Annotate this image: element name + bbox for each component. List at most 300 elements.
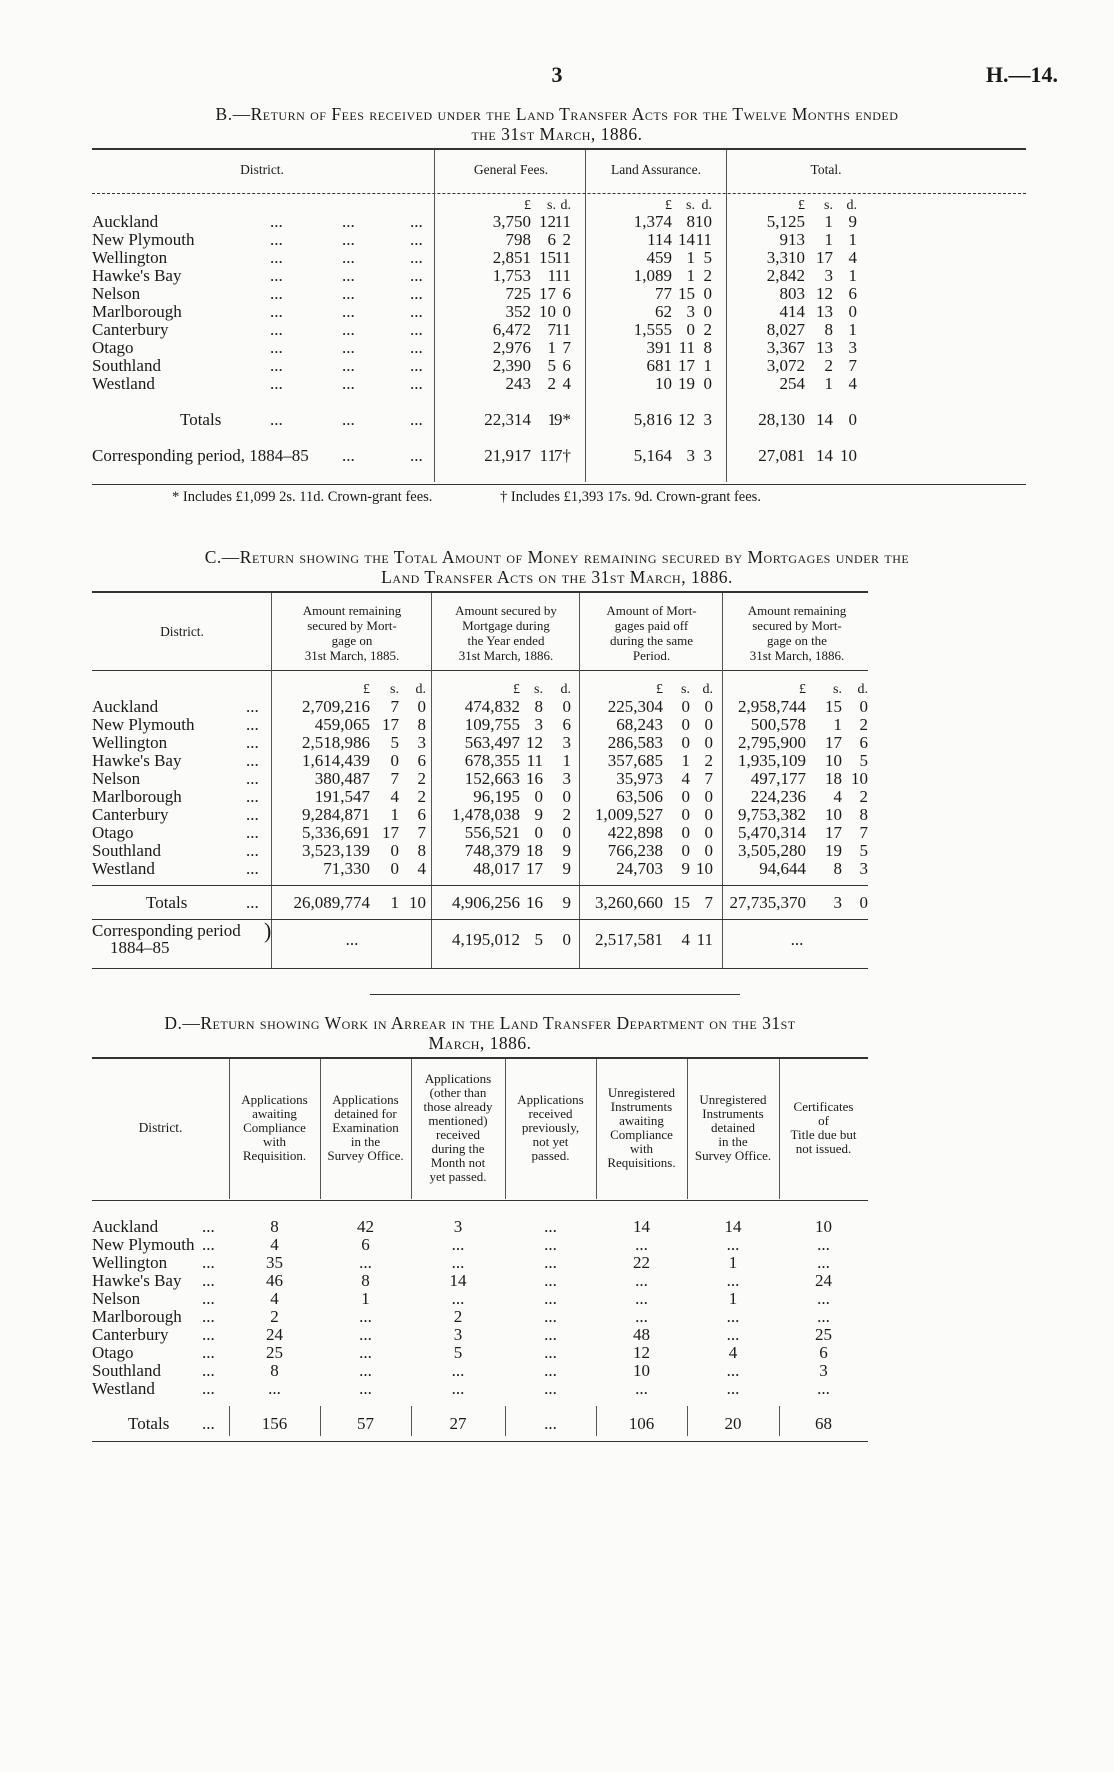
land-assurance-pence: 11	[695, 230, 712, 249]
amount-c4-shillings: 8	[833, 859, 842, 878]
table-d-totals-row	[0, 1414, 1114, 1434]
ditto-leader: ...	[270, 266, 283, 285]
amount-c2-pence: 3	[562, 769, 571, 788]
district-name: Otago	[92, 338, 134, 357]
totals-label: Totals	[146, 893, 188, 912]
count-cell: 46	[266, 1271, 283, 1290]
ditto-leader: ...	[246, 769, 259, 788]
unit-shilling: s.	[824, 198, 833, 213]
general-fees-shillings: 7	[547, 320, 556, 339]
amount-c4-pounds: 5,470,314	[738, 823, 806, 842]
header-line: Requisition.	[242, 1148, 307, 1163]
amount-c3-pounds: 2,517,581	[595, 930, 663, 949]
ditto-leader: ...	[246, 715, 259, 734]
general-fees-shillings: 15	[539, 248, 556, 267]
land-assurance-shillings: 15	[678, 284, 695, 303]
count-cell: 10	[633, 1361, 650, 1380]
amount-c4-shillings: 10	[825, 805, 842, 824]
header-line: previously,	[521, 1120, 580, 1135]
count-cell: 8	[270, 1217, 279, 1236]
amount-c3-shillings: 0	[681, 715, 690, 734]
ditto-leader: ...	[270, 302, 283, 321]
amount-c3-shillings: 0	[681, 733, 690, 752]
table-row	[0, 697, 1114, 717]
general-fees-shillings: 2	[547, 374, 556, 393]
district-name: Marlborough	[92, 302, 182, 321]
amount-c3-pence: 0	[704, 715, 713, 734]
district-name: Westland	[92, 374, 155, 393]
count-cell: ...	[359, 1343, 372, 1362]
ditto-leader: ...	[410, 356, 423, 375]
amount-c1-pounds: 1,614,439	[302, 751, 370, 770]
table-b-title	[90, 104, 1024, 144]
header-line: Applications	[332, 1092, 399, 1107]
district-name: Otago	[92, 1343, 134, 1362]
table-c-totals-rule	[92, 885, 868, 886]
table-row	[0, 715, 1114, 735]
total-pence: 7	[848, 356, 857, 375]
amount-c3-shillings: 0	[681, 823, 690, 842]
total-shillings: 12	[816, 284, 833, 303]
amount-c3-pounds: 68,243	[616, 715, 663, 734]
district-name: Nelson	[92, 769, 141, 788]
amount-c3-shillings: 0	[681, 697, 690, 716]
count-cell: 14	[724, 1217, 742, 1236]
total-pounds: 414	[779, 302, 805, 321]
general-fees-pounds: 352	[505, 302, 531, 321]
unit-pence: d.	[702, 682, 713, 697]
land-assurance-pence: 0	[703, 302, 712, 321]
total-shillings: 1	[824, 212, 833, 231]
count-cell: 106	[628, 1414, 655, 1433]
table-row	[0, 284, 1114, 304]
district-name: Auckland	[92, 1217, 159, 1236]
land-assurance-pence: 8	[703, 338, 712, 357]
ditto-leader: ...	[246, 751, 259, 770]
table-d-header-col	[596, 1086, 687, 1170]
total-pounds: 27,081	[758, 446, 805, 465]
general-fees-shillings: 1	[547, 338, 556, 357]
count-cell: ...	[817, 1289, 830, 1308]
amount-c1-pounds: 2,709,216	[302, 697, 370, 716]
count-cell: ...	[544, 1271, 557, 1290]
ditto-leader: ...	[246, 859, 259, 878]
land-assurance-shillings: 3	[686, 302, 695, 321]
land-assurance-shillings: 19	[678, 374, 695, 393]
table-b-header-land: Land Assurance.	[611, 162, 701, 177]
district-name: Auckland	[92, 697, 159, 716]
count-cell: ...	[817, 1379, 830, 1398]
header-line: Applications	[517, 1092, 584, 1107]
table-d-header-col	[411, 1072, 505, 1184]
amount-c3-pounds: 286,583	[607, 733, 663, 752]
amount-c2-pence: 1	[562, 751, 571, 770]
unit-pence: d.	[701, 198, 712, 213]
count-cell: ...	[451, 1253, 465, 1272]
amount-c3-pence: 0	[704, 787, 713, 806]
amount-c2-pence: 0	[562, 930, 571, 949]
ditto-leader: ...	[410, 410, 423, 429]
amount-c3-shillings: 4	[681, 930, 690, 949]
amount-c2-shillings: 18	[526, 841, 543, 860]
amount-c1-shillings: 7	[390, 769, 399, 788]
district-name: Hawke's Bay	[92, 1271, 182, 1290]
land-assurance-pounds: 1,089	[633, 266, 672, 285]
header-line: not yet	[532, 1134, 569, 1149]
table-row	[0, 266, 1114, 286]
unit-pence: d.	[560, 682, 571, 697]
ditto-leader: ...	[342, 320, 355, 339]
amount-c2-pounds: 678,355	[464, 751, 520, 770]
count-cell: ...	[544, 1325, 557, 1344]
count-cell: ...	[817, 1253, 830, 1272]
total-pence: 9	[848, 212, 857, 231]
table-row	[0, 823, 1114, 843]
count-cell: 42	[357, 1217, 374, 1236]
ditto-leader: ...	[270, 374, 283, 393]
amount-c3-shillings: 0	[681, 787, 690, 806]
count-cell: ...	[635, 1379, 648, 1398]
general-fees-shillings: 10	[539, 302, 556, 321]
district-name: Marlborough	[92, 787, 182, 806]
header-line: 31st March, 1886.	[458, 648, 554, 663]
district-name: Wellington	[92, 733, 168, 752]
total-shillings: 13	[816, 338, 833, 357]
general-fees-pence: 7	[562, 338, 571, 357]
ditto-leader: ...	[410, 284, 423, 303]
unit-pound: £	[799, 682, 806, 697]
table-row	[0, 1289, 1114, 1309]
total-pence: 6	[848, 284, 857, 303]
land-assurance-shillings: 1	[686, 248, 695, 267]
total-shillings: 8	[824, 320, 833, 339]
ditto-leader: ...	[202, 1253, 215, 1272]
amount-c3-pounds: 35,973	[616, 769, 663, 788]
unit-pound: £	[513, 682, 520, 697]
unit-pound: £	[665, 198, 672, 213]
table-row	[0, 841, 1114, 861]
ditto-leader: ...	[410, 320, 423, 339]
land-assurance-pounds: 1,374	[633, 212, 672, 231]
table-d-title	[92, 1013, 868, 1053]
district-name: Otago	[92, 823, 134, 842]
table-b-header-general: General Fees.	[473, 162, 549, 177]
table-row	[0, 805, 1114, 825]
district-name: Auckland	[92, 212, 159, 231]
table-c-header-col4	[724, 603, 870, 663]
total-pence: 0	[848, 302, 857, 321]
count-cell: ...	[817, 1307, 830, 1326]
district-name: Southland	[92, 356, 161, 375]
unit-shilling: s.	[534, 682, 543, 697]
header-line: during the same	[609, 633, 694, 648]
count-cell: 8	[270, 1361, 279, 1380]
land-assurance-pence: 3	[703, 446, 712, 465]
total-pounds: 5,125	[766, 212, 805, 231]
count-cell: ...	[359, 1361, 372, 1380]
count-cell: 3	[453, 1325, 463, 1344]
table-row	[0, 338, 1114, 358]
ditto-leader: ...	[246, 787, 259, 806]
header-line: Amount secured by	[455, 603, 557, 618]
ditto-leader: ...	[270, 320, 283, 339]
header-line: Unregistered	[607, 1085, 676, 1100]
amount-c3-shillings: 0	[681, 841, 690, 860]
header-line: with	[262, 1134, 287, 1149]
amount-c4-pence: 5	[859, 841, 868, 860]
table-row	[0, 212, 1114, 232]
count-cell: 1	[728, 1253, 738, 1272]
count-cell: 2	[270, 1307, 279, 1326]
amount-c2-pounds: 4,906,256	[452, 893, 520, 912]
amount-c1-pounds: 71,330	[323, 859, 370, 878]
unit-pound: £	[524, 198, 531, 213]
ditto-leader: ...	[410, 230, 423, 249]
table-b-footnote: * Includes £1,099 2s. 11d. Crown-grant fees.	[172, 489, 433, 505]
ditto-leader: ...	[270, 338, 283, 357]
ditto-leader: ...	[342, 446, 355, 465]
unit-pence: d.	[846, 198, 857, 213]
count-cell: ...	[451, 1361, 465, 1380]
amount-c4-shillings: 18	[825, 769, 842, 788]
amount-c3-pounds: 63,506	[616, 787, 663, 806]
ditto-leader: ...	[410, 302, 423, 321]
total-shillings: 17	[816, 248, 833, 267]
ditto-leader: ...	[342, 374, 355, 393]
count-cell: ...	[726, 1271, 740, 1290]
total-shillings: 2	[824, 356, 833, 375]
count-cell: 156	[261, 1414, 288, 1433]
amount-c1-pounds: 5,336,691	[302, 823, 370, 842]
table-c-header-col3	[581, 603, 722, 663]
table-b-header-rule	[92, 193, 1026, 194]
amount-c4-pounds: 500,578	[750, 715, 806, 734]
general-fees-pounds: 243	[505, 374, 531, 393]
header-line: Certificates	[793, 1099, 854, 1114]
header-line: Amount remaining	[302, 603, 402, 618]
table-row	[0, 1253, 1114, 1273]
amount-c1-pence: 4	[417, 859, 426, 878]
amount-c2-pounds: 109,755	[464, 715, 520, 734]
amount-c3-shillings: 0	[681, 805, 690, 824]
header-line: those already	[423, 1099, 493, 1114]
table-b-top-rule	[92, 148, 1026, 150]
general-fees-pence: 9*	[554, 410, 571, 429]
land-assurance-pounds: 5,164	[633, 446, 672, 465]
amount-c2-shillings: 11	[526, 751, 543, 770]
unit-shilling: s.	[547, 198, 556, 213]
count-cell: ...	[544, 1414, 557, 1433]
amount-c4-pence: 0	[859, 697, 868, 716]
table-row	[0, 302, 1114, 322]
header-line: 31st March, 1886.	[749, 648, 845, 663]
count-cell: ...	[726, 1307, 740, 1326]
table-row	[0, 1343, 1114, 1363]
header-line: Unregistered	[699, 1092, 767, 1107]
count-cell: ...	[635, 1271, 648, 1290]
table-b-title-line1: B.—Return of Fees received under the Land Transfer Acts for the Twelve Months ended	[215, 104, 899, 124]
header-line: Month not	[430, 1155, 486, 1170]
amount-c2-pounds: 563,497	[464, 733, 520, 752]
amount-c1-pounds: 380,487	[314, 769, 370, 788]
ditto-leader: ...	[270, 410, 283, 429]
header-line: Applications	[241, 1092, 308, 1107]
amount-c4-shillings: 19	[825, 841, 842, 860]
table-d-header-col	[687, 1093, 779, 1163]
table-c-header-rule	[92, 670, 868, 671]
district-name: Canterbury	[92, 805, 169, 824]
count-cell: 1	[361, 1289, 370, 1308]
general-fees-shillings: 1	[547, 410, 556, 429]
amount-c1-pence: 7	[417, 823, 426, 842]
land-assurance-pence: 5	[703, 248, 712, 267]
total-pounds: 8,027	[766, 320, 805, 339]
amount-c3-pounds: 357,685	[607, 751, 663, 770]
general-fees-pounds: 1,753	[492, 266, 531, 285]
header-line: in the	[350, 1134, 381, 1149]
land-assurance-pounds: 77	[655, 284, 672, 303]
amount-c3-shillings: 15	[673, 893, 690, 912]
count-cell: 24	[815, 1271, 832, 1290]
count-cell: 8	[361, 1271, 370, 1290]
header-line: Survey Office.	[327, 1148, 404, 1163]
general-fees-pence: 11	[554, 248, 571, 267]
header-line: secured by Mort-	[752, 618, 842, 633]
total-pence: 3	[848, 338, 857, 357]
table-d-col-divider	[779, 1059, 780, 1199]
general-fees-pounds: 798	[505, 230, 531, 249]
table-row	[0, 1271, 1114, 1291]
unit-shilling: s.	[686, 198, 695, 213]
land-assurance-pence: 0	[703, 374, 712, 393]
amount-c2-pence: 9	[562, 859, 571, 878]
amount-c2-pence: 3	[562, 733, 571, 752]
header-line: 31st March, 1885.	[304, 648, 400, 663]
ditto-leader: ...	[270, 212, 283, 231]
district-name: Westland	[92, 859, 155, 878]
amount-c1-shillings: 17	[382, 823, 399, 842]
amount-c3-pence: 7	[704, 893, 713, 912]
header-line: received	[435, 1127, 481, 1142]
header-line: detained	[710, 1120, 756, 1135]
header-line: (other than	[429, 1085, 487, 1100]
count-cell: 3	[453, 1217, 463, 1236]
amount-c1-pounds: 2,518,986	[302, 733, 370, 752]
count-cell: ...	[544, 1361, 557, 1380]
land-assurance-pence: 2	[703, 320, 712, 339]
amount-c3-pounds: 225,304	[607, 697, 663, 716]
count-cell: 27	[449, 1414, 467, 1433]
count-cell: 6	[819, 1343, 828, 1362]
header-line: Survey Office.	[694, 1148, 772, 1163]
amount-c1-pence: 10	[409, 893, 426, 912]
count-cell: ...	[544, 1379, 557, 1398]
header-line: Applications	[424, 1071, 492, 1086]
table-d-header-col	[505, 1093, 596, 1163]
amount-c2-pounds: 96,195	[473, 787, 520, 806]
amount-c2-pence: 0	[562, 823, 571, 842]
amount-c3-pounds: 3,260,660	[595, 893, 663, 912]
general-fees-pence: 7†	[554, 446, 571, 465]
corresponding-label: 1884–85	[110, 938, 170, 957]
land-assurance-pounds: 1,555	[633, 320, 672, 339]
count-cell: 24	[266, 1325, 283, 1344]
table-d-header-district: District.	[138, 1120, 183, 1135]
general-fees-pounds: 2,976	[492, 338, 531, 357]
land-assurance-shillings: 12	[678, 410, 695, 429]
land-assurance-pounds: 391	[646, 338, 672, 357]
amount-c3-pence: 0	[704, 823, 713, 842]
general-fees-shillings: 1	[547, 266, 556, 285]
ditto-leader: ...	[342, 410, 355, 429]
amount-c3-pounds: 24,703	[616, 859, 663, 878]
count-cell: 68	[815, 1414, 832, 1433]
ditto-leader: ...	[202, 1325, 215, 1344]
ditto-leader: ...	[202, 1379, 215, 1398]
amount-c1-pounds: 459,065	[314, 715, 370, 734]
ditto-leader: ...	[342, 302, 355, 321]
header-line: during the	[431, 1141, 485, 1156]
table-row	[0, 1307, 1114, 1327]
amount-c2-pence: 2	[562, 805, 571, 824]
land-assurance-pounds: 681	[646, 356, 672, 375]
amount-c4-pounds: 3,505,280	[738, 841, 806, 860]
count-cell: ...	[635, 1289, 648, 1308]
ditto-leader: ...	[410, 266, 423, 285]
land-assurance-pounds: 114	[647, 230, 672, 249]
table-c-header-col2	[433, 603, 579, 663]
amount-c4-pence: 3	[859, 859, 868, 878]
general-fees-pence: 11	[554, 212, 571, 231]
amount-c1-shillings: 0	[390, 841, 399, 860]
amount-c2-pence: 6	[562, 715, 571, 734]
count-cell: 3	[819, 1361, 828, 1380]
corresponding-label: Corresponding period, 1884–85	[92, 446, 309, 465]
amount-c2-shillings: 17	[526, 859, 543, 878]
amount-c4: ...	[790, 930, 804, 949]
unit-pound: £	[798, 198, 805, 213]
unit-shilling: s.	[681, 682, 690, 697]
ditto-leader: ...	[202, 1271, 215, 1290]
district-name: New Plymouth	[92, 1235, 195, 1254]
ditto-leader: ...	[246, 733, 259, 752]
ditto-leader: ...	[342, 248, 355, 267]
amount-c1-shillings: 0	[390, 859, 399, 878]
count-cell: 4	[728, 1343, 738, 1362]
amount-c3-pence: 0	[704, 733, 713, 752]
count-cell: 1	[728, 1289, 738, 1308]
amount-c2-shillings: 5	[534, 930, 543, 949]
general-fees-pence: 11	[554, 266, 571, 285]
total-pence: 4	[848, 248, 857, 267]
land-assurance-pounds: 459	[646, 248, 672, 267]
brace: )	[264, 918, 272, 943]
total-pounds: 3,367	[766, 338, 805, 357]
count-cell: 10	[815, 1217, 832, 1236]
total-pounds: 913	[779, 230, 805, 249]
count-cell: ...	[726, 1325, 740, 1344]
amount-c1-shillings: 5	[390, 733, 399, 752]
amount-c3-pence: 0	[704, 841, 713, 860]
amount-c3-pounds: 766,238	[607, 841, 663, 860]
amount-c1-shillings: 7	[390, 697, 399, 716]
district-name: Canterbury	[92, 320, 169, 339]
table-d-header-rule	[92, 1200, 868, 1201]
count-cell: 4	[270, 1289, 279, 1308]
count-cell: ...	[451, 1379, 465, 1398]
unit-pence: d.	[415, 682, 426, 697]
amount-c2-shillings: 0	[534, 787, 543, 806]
